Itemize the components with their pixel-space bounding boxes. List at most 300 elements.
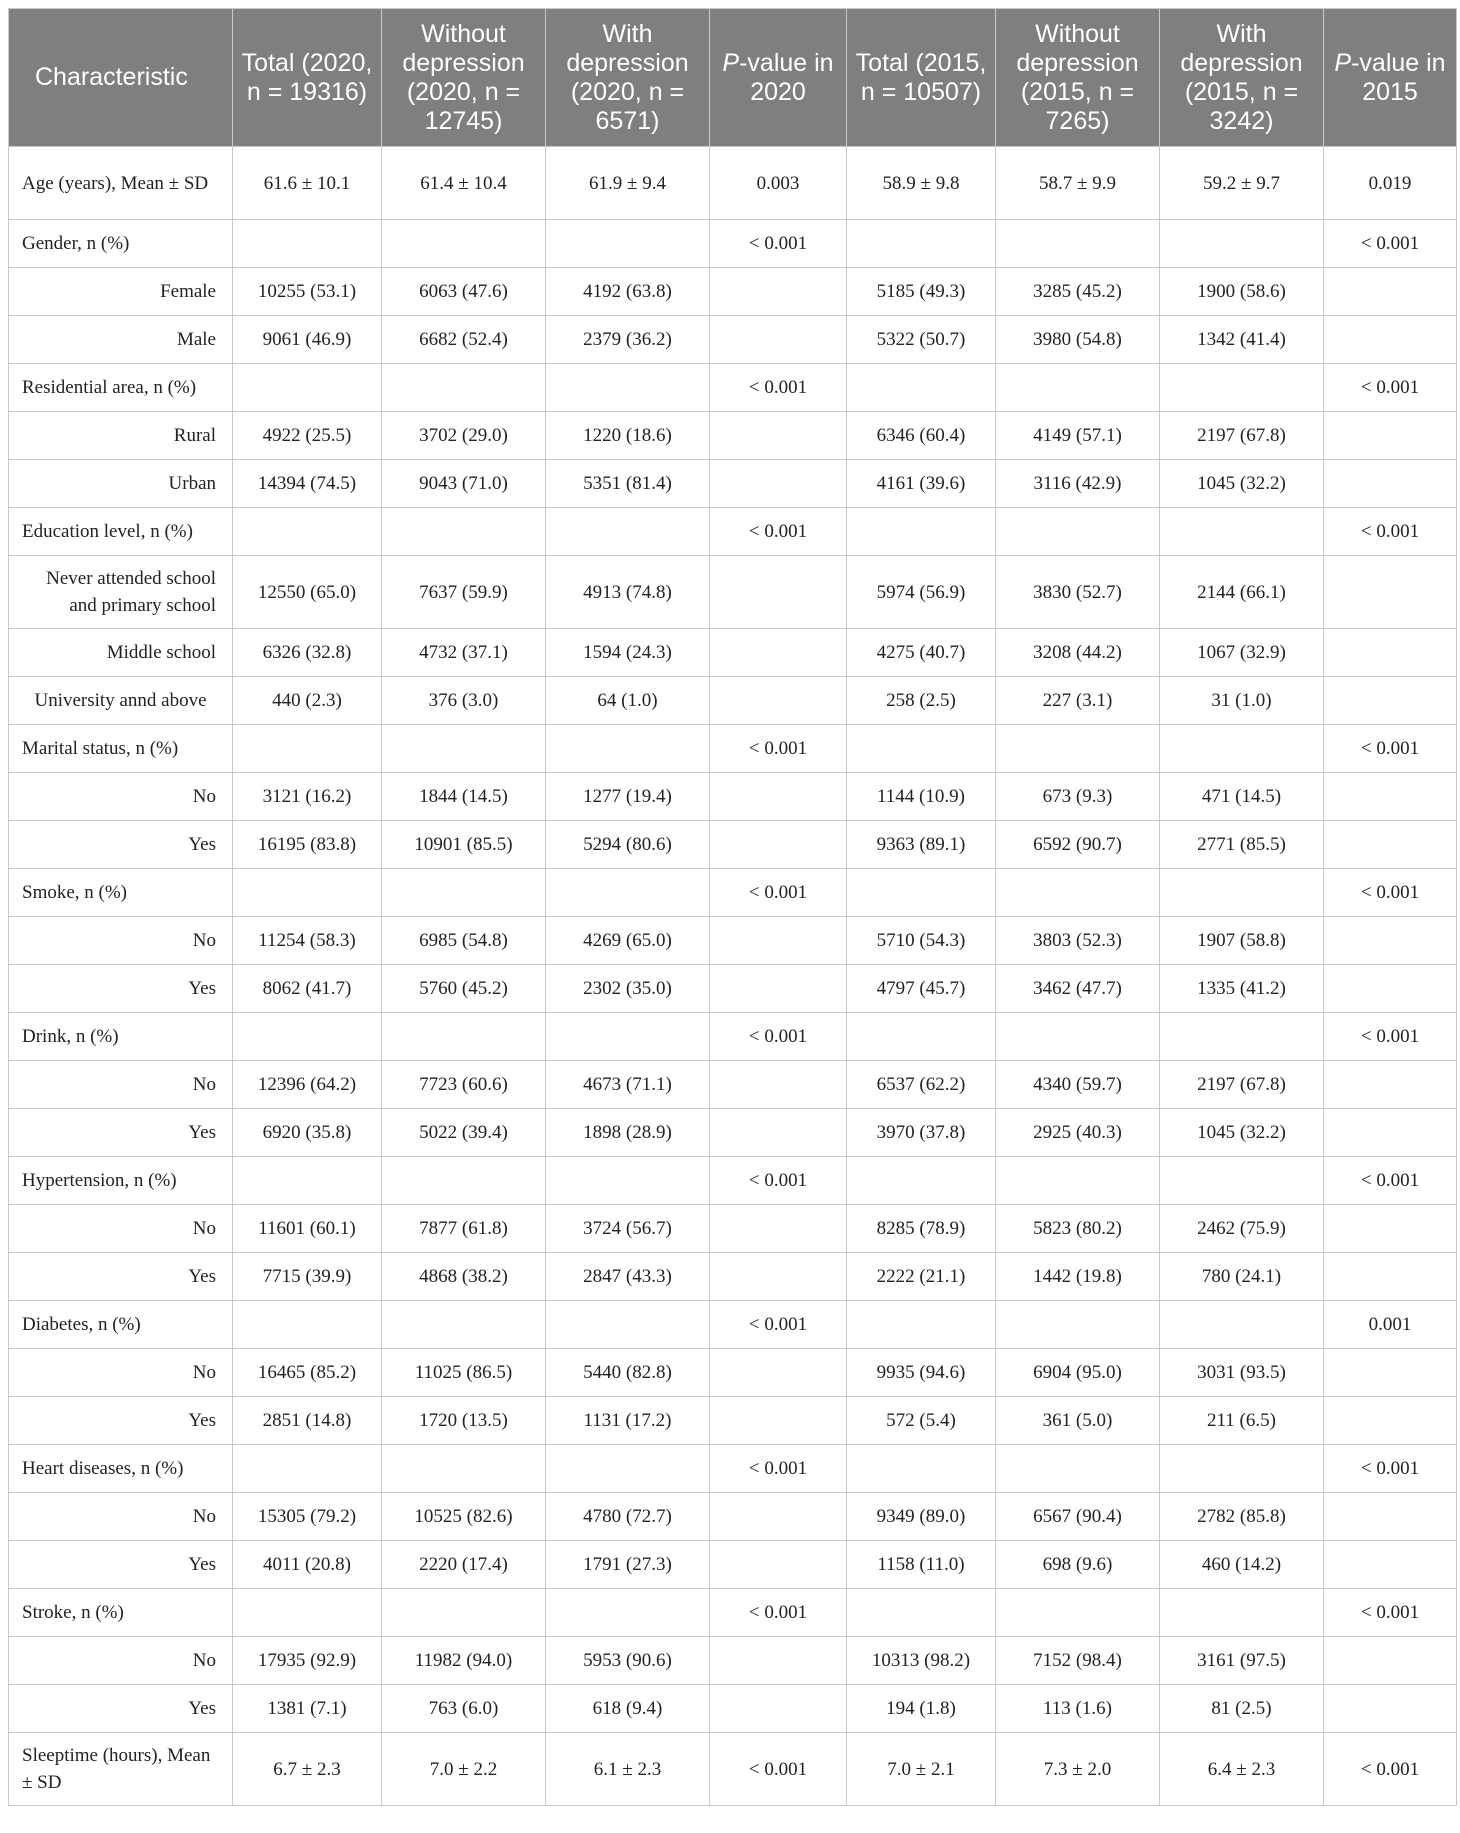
cell-with-depression-2020: 64 (1.0) [546, 677, 710, 725]
cell-with-depression-2015 [1160, 508, 1324, 556]
cell-with-depression-2015: 780 (24.1) [1160, 1253, 1324, 1301]
subcategory-label: No [9, 1493, 233, 1541]
cell-total-2020: 4011 (20.8) [233, 1541, 382, 1589]
table-row [9, 629, 1457, 677]
cell-total-2020: 16465 (85.2) [233, 1349, 382, 1397]
cell-without-depression-2020: 4868 (38.2) [382, 1253, 546, 1301]
category-label: Age (years), Mean ± SD [9, 147, 233, 220]
cell-with-depression-2020: 1220 (18.6) [546, 412, 710, 460]
cell-total-2020: 6.7 ± 2.3 [233, 1733, 382, 1806]
cell-without-depression-2020 [382, 1013, 546, 1061]
table-row [9, 1541, 1457, 1589]
cell-total-2015 [847, 725, 996, 773]
cell-total-2015: 258 (2.5) [847, 677, 996, 725]
cell-without-depression-2015: 673 (9.3) [996, 773, 1160, 821]
table-row [9, 1589, 1457, 1637]
cell-pvalue-2020 [710, 316, 847, 364]
characteristics-table [8, 8, 1457, 1806]
cell-with-depression-2015: 1900 (58.6) [1160, 268, 1324, 316]
table-body [9, 147, 1457, 1806]
cell-without-depression-2020: 5022 (39.4) [382, 1109, 546, 1157]
cell-pvalue-2020 [710, 1541, 847, 1589]
cell-pvalue-2015 [1324, 1541, 1457, 1589]
cell-with-depression-2020 [546, 364, 710, 412]
cell-pvalue-2020 [710, 1349, 847, 1397]
cell-with-depression-2020: 2302 (35.0) [546, 965, 710, 1013]
cell-pvalue-2020: < 0.001 [710, 725, 847, 773]
subcategory-label: Middle school [9, 629, 233, 677]
cell-total-2020: 11601 (60.1) [233, 1205, 382, 1253]
cell-with-depression-2015: 3031 (93.5) [1160, 1349, 1324, 1397]
cell-with-depression-2020: 1131 (17.2) [546, 1397, 710, 1445]
cell-total-2020 [233, 725, 382, 773]
cell-pvalue-2020: 0.003 [710, 147, 847, 220]
cell-without-depression-2015 [996, 1013, 1160, 1061]
cell-without-depression-2020 [382, 508, 546, 556]
cell-pvalue-2020: < 0.001 [710, 220, 847, 268]
cell-with-depression-2020: 5351 (81.4) [546, 460, 710, 508]
cell-without-depression-2020 [382, 869, 546, 917]
header-row [9, 9, 1457, 147]
cell-without-depression-2015: 3980 (54.8) [996, 316, 1160, 364]
cell-without-depression-2015: 3116 (42.9) [996, 460, 1160, 508]
cell-without-depression-2020: 6985 (54.8) [382, 917, 546, 965]
table-row [9, 460, 1457, 508]
cell-without-depression-2015: 2925 (40.3) [996, 1109, 1160, 1157]
table-row [9, 556, 1457, 629]
cell-total-2020: 8062 (41.7) [233, 965, 382, 1013]
cell-pvalue-2015 [1324, 316, 1457, 364]
cell-pvalue-2015 [1324, 1637, 1457, 1685]
cell-pvalue-2020: < 0.001 [710, 1157, 847, 1205]
cell-pvalue-2020: < 0.001 [710, 364, 847, 412]
table-container [8, 8, 1456, 1806]
cell-without-depression-2015: 6904 (95.0) [996, 1349, 1160, 1397]
cell-pvalue-2015 [1324, 460, 1457, 508]
cell-total-2015 [847, 1013, 996, 1061]
cell-with-depression-2015: 2197 (67.8) [1160, 412, 1324, 460]
table-row [9, 1397, 1457, 1445]
cell-without-depression-2015: 3830 (52.7) [996, 556, 1160, 629]
cell-total-2015: 5710 (54.3) [847, 917, 996, 965]
cell-with-depression-2020 [546, 508, 710, 556]
cell-without-depression-2015: 4340 (59.7) [996, 1061, 1160, 1109]
table-row [9, 268, 1457, 316]
cell-with-depression-2015: 1045 (32.2) [1160, 1109, 1324, 1157]
subcategory-label: Yes [9, 1685, 233, 1733]
subcategory-label: Yes [9, 965, 233, 1013]
table-row [9, 412, 1457, 460]
cell-pvalue-2020 [710, 1397, 847, 1445]
cell-with-depression-2015: 6.4 ± 2.3 [1160, 1733, 1324, 1806]
cell-without-depression-2020: 6682 (52.4) [382, 316, 546, 364]
cell-total-2015: 4275 (40.7) [847, 629, 996, 677]
cell-with-depression-2015 [1160, 1445, 1324, 1493]
cell-pvalue-2015: < 0.001 [1324, 508, 1457, 556]
cell-total-2020: 17935 (92.9) [233, 1637, 382, 1685]
cell-with-depression-2015: 2197 (67.8) [1160, 1061, 1324, 1109]
cell-with-depression-2015: 1907 (58.8) [1160, 917, 1324, 965]
subcategory-label: No [9, 1637, 233, 1685]
cell-without-depression-2015 [996, 725, 1160, 773]
cell-with-depression-2020 [546, 869, 710, 917]
cell-without-depression-2020 [382, 1589, 546, 1637]
cell-with-depression-2015: 1067 (32.9) [1160, 629, 1324, 677]
subcategory-label: No [9, 917, 233, 965]
cell-pvalue-2020 [710, 821, 847, 869]
cell-without-depression-2020: 4732 (37.1) [382, 629, 546, 677]
cell-with-depression-2015: 1335 (41.2) [1160, 965, 1324, 1013]
category-label: Drink, n (%) [9, 1013, 233, 1061]
cell-total-2015: 5974 (56.9) [847, 556, 996, 629]
table-row [9, 147, 1457, 220]
cell-without-depression-2015: 113 (1.6) [996, 1685, 1160, 1733]
cell-pvalue-2020 [710, 268, 847, 316]
category-label: Hypertension, n (%) [9, 1157, 233, 1205]
cell-total-2020: 6920 (35.8) [233, 1109, 382, 1157]
cell-without-depression-2020: 11982 (94.0) [382, 1637, 546, 1685]
cell-pvalue-2015 [1324, 629, 1457, 677]
header-p-italic: P [1334, 48, 1352, 77]
cell-pvalue-2015: < 0.001 [1324, 1157, 1457, 1205]
cell-total-2015: 2222 (21.1) [847, 1253, 996, 1301]
cell-without-depression-2020: 6063 (47.6) [382, 268, 546, 316]
header-pvalue-2015 [1324, 9, 1457, 147]
cell-without-depression-2020: 3702 (29.0) [382, 412, 546, 460]
cell-pvalue-2015: < 0.001 [1324, 364, 1457, 412]
cell-with-depression-2015 [1160, 1589, 1324, 1637]
cell-with-depression-2015 [1160, 1301, 1324, 1349]
cell-with-depression-2015: 460 (14.2) [1160, 1541, 1324, 1589]
cell-pvalue-2015 [1324, 821, 1457, 869]
cell-with-depression-2020 [546, 220, 710, 268]
cell-pvalue-2020 [710, 1109, 847, 1157]
table-row [9, 1637, 1457, 1685]
cell-with-depression-2020: 5953 (90.6) [546, 1637, 710, 1685]
cell-without-depression-2015 [996, 220, 1160, 268]
cell-pvalue-2015 [1324, 1061, 1457, 1109]
cell-without-depression-2020: 2220 (17.4) [382, 1541, 546, 1589]
cell-total-2020: 14394 (74.5) [233, 460, 382, 508]
subcategory-label: Never attended school and primary school [9, 556, 233, 629]
cell-total-2015: 5185 (49.3) [847, 268, 996, 316]
subcategory-label: No [9, 1349, 233, 1397]
cell-total-2015 [847, 1589, 996, 1637]
subcategory-label: No [9, 773, 233, 821]
cell-total-2020: 2851 (14.8) [233, 1397, 382, 1445]
cell-without-depression-2015 [996, 364, 1160, 412]
cell-without-depression-2020 [382, 725, 546, 773]
cell-with-depression-2020: 1277 (19.4) [546, 773, 710, 821]
cell-pvalue-2020: < 0.001 [710, 1733, 847, 1806]
cell-with-depression-2015: 471 (14.5) [1160, 773, 1324, 821]
cell-without-depression-2020: 7877 (61.8) [382, 1205, 546, 1253]
table-row [9, 1253, 1457, 1301]
category-label: Heart diseases, n (%) [9, 1445, 233, 1493]
cell-pvalue-2015 [1324, 917, 1457, 965]
category-label: Smoke, n (%) [9, 869, 233, 917]
cell-total-2015: 9363 (89.1) [847, 821, 996, 869]
category-label: Stroke, n (%) [9, 1589, 233, 1637]
category-label: Marital status, n (%) [9, 725, 233, 773]
cell-pvalue-2020 [710, 629, 847, 677]
table-row [9, 917, 1457, 965]
header-p-rest: -value in 2015 [1351, 48, 1446, 106]
cell-with-depression-2015: 59.2 ± 9.7 [1160, 147, 1324, 220]
table-row [9, 965, 1457, 1013]
header-with-depression-2020: With depression (2020, n = 6571) [546, 9, 710, 147]
cell-with-depression-2015: 3161 (97.5) [1160, 1637, 1324, 1685]
cell-with-depression-2020: 61.9 ± 9.4 [546, 147, 710, 220]
cell-total-2015 [847, 508, 996, 556]
table-row [9, 1349, 1457, 1397]
table-row [9, 1733, 1457, 1806]
table-row [9, 508, 1457, 556]
header-p-rest: -value in 2020 [739, 48, 834, 106]
cell-total-2020: 12550 (65.0) [233, 556, 382, 629]
cell-pvalue-2020 [710, 1061, 847, 1109]
cell-pvalue-2020 [710, 412, 847, 460]
header-without-depression-2015: Without depression (2015, n = 7265) [996, 9, 1160, 147]
cell-pvalue-2020 [710, 917, 847, 965]
cell-total-2020 [233, 869, 382, 917]
cell-without-depression-2015: 3208 (44.2) [996, 629, 1160, 677]
cell-with-depression-2015 [1160, 1013, 1324, 1061]
cell-without-depression-2020: 9043 (71.0) [382, 460, 546, 508]
cell-pvalue-2015 [1324, 1109, 1457, 1157]
subcategory-label: Yes [9, 1397, 233, 1445]
cell-total-2020 [233, 220, 382, 268]
cell-pvalue-2015 [1324, 677, 1457, 725]
cell-with-depression-2020: 1898 (28.9) [546, 1109, 710, 1157]
cell-total-2015: 8285 (78.9) [847, 1205, 996, 1253]
table-row [9, 869, 1457, 917]
cell-without-depression-2015 [996, 1157, 1160, 1205]
cell-without-depression-2020: 7723 (60.6) [382, 1061, 546, 1109]
cell-pvalue-2015: < 0.001 [1324, 869, 1457, 917]
subcategory-label: Urban [9, 460, 233, 508]
subcategory-label: Yes [9, 1541, 233, 1589]
cell-pvalue-2020: < 0.001 [710, 1589, 847, 1637]
cell-pvalue-2015 [1324, 1685, 1457, 1733]
cell-pvalue-2015 [1324, 773, 1457, 821]
header-characteristic: Characteristic [9, 9, 233, 147]
cell-total-2015: 7.0 ± 2.1 [847, 1733, 996, 1806]
cell-total-2020: 9061 (46.9) [233, 316, 382, 364]
category-label: Sleeptime (hours), Mean ± SD [9, 1733, 233, 1806]
cell-total-2015: 6537 (62.2) [847, 1061, 996, 1109]
subcategory-label: Female [9, 268, 233, 316]
table-row [9, 821, 1457, 869]
cell-with-depression-2020 [546, 1445, 710, 1493]
cell-without-depression-2020: 11025 (86.5) [382, 1349, 546, 1397]
cell-without-depression-2015 [996, 869, 1160, 917]
cell-with-depression-2015 [1160, 220, 1324, 268]
cell-total-2015: 10313 (98.2) [847, 1637, 996, 1685]
cell-without-depression-2020: 7637 (59.9) [382, 556, 546, 629]
cell-without-depression-2015: 1442 (19.8) [996, 1253, 1160, 1301]
header-p-italic: P [722, 48, 740, 77]
header-total-2015: Total (2015, n = 10507) [847, 9, 996, 147]
table-row [9, 1445, 1457, 1493]
cell-pvalue-2020: < 0.001 [710, 1301, 847, 1349]
cell-total-2015 [847, 220, 996, 268]
cell-with-depression-2020: 5294 (80.6) [546, 821, 710, 869]
category-label: Gender, n (%) [9, 220, 233, 268]
category-label: Residential area, n (%) [9, 364, 233, 412]
cell-with-depression-2015: 81 (2.5) [1160, 1685, 1324, 1733]
cell-with-depression-2020: 4269 (65.0) [546, 917, 710, 965]
cell-without-depression-2015: 227 (3.1) [996, 677, 1160, 725]
table-row [9, 220, 1457, 268]
cell-total-2015: 1158 (11.0) [847, 1541, 996, 1589]
cell-pvalue-2015: < 0.001 [1324, 725, 1457, 773]
cell-without-depression-2020 [382, 1445, 546, 1493]
cell-total-2020 [233, 1589, 382, 1637]
cell-pvalue-2015 [1324, 1493, 1457, 1541]
cell-without-depression-2020: 1844 (14.5) [382, 773, 546, 821]
cell-without-depression-2020: 5760 (45.2) [382, 965, 546, 1013]
cell-pvalue-2020 [710, 773, 847, 821]
subcategory-label: Yes [9, 821, 233, 869]
cell-total-2015 [847, 364, 996, 412]
subcategory-label: University annd above [9, 677, 233, 725]
cell-without-depression-2015: 4149 (57.1) [996, 412, 1160, 460]
cell-total-2015: 6346 (60.4) [847, 412, 996, 460]
cell-total-2020: 1381 (7.1) [233, 1685, 382, 1733]
cell-total-2020: 16195 (83.8) [233, 821, 382, 869]
cell-with-depression-2015: 31 (1.0) [1160, 677, 1324, 725]
cell-with-depression-2015: 1045 (32.2) [1160, 460, 1324, 508]
table-row [9, 1685, 1457, 1733]
cell-total-2015: 58.9 ± 9.8 [847, 147, 996, 220]
subcategory-label: Male [9, 316, 233, 364]
table-row [9, 1013, 1457, 1061]
cell-pvalue-2020: < 0.001 [710, 1445, 847, 1493]
cell-pvalue-2020 [710, 1493, 847, 1541]
table-row [9, 725, 1457, 773]
subcategory-label: Rural [9, 412, 233, 460]
table-row [9, 1109, 1457, 1157]
cell-with-depression-2015: 2462 (75.9) [1160, 1205, 1324, 1253]
cell-total-2015: 9935 (94.6) [847, 1349, 996, 1397]
cell-with-depression-2020 [546, 1589, 710, 1637]
cell-total-2015: 4161 (39.6) [847, 460, 996, 508]
cell-total-2020 [233, 1301, 382, 1349]
cell-with-depression-2015 [1160, 1157, 1324, 1205]
table-row [9, 364, 1457, 412]
cell-pvalue-2015: < 0.001 [1324, 1445, 1457, 1493]
cell-total-2020: 12396 (64.2) [233, 1061, 382, 1109]
cell-pvalue-2015 [1324, 556, 1457, 629]
cell-without-depression-2020: 10525 (82.6) [382, 1493, 546, 1541]
cell-total-2020: 4922 (25.5) [233, 412, 382, 460]
cell-with-depression-2020: 618 (9.4) [546, 1685, 710, 1733]
cell-pvalue-2015 [1324, 965, 1457, 1013]
cell-total-2020: 3121 (16.2) [233, 773, 382, 821]
cell-total-2020: 10255 (53.1) [233, 268, 382, 316]
cell-total-2015: 5322 (50.7) [847, 316, 996, 364]
table-row [9, 1157, 1457, 1205]
cell-total-2020 [233, 1445, 382, 1493]
cell-pvalue-2020 [710, 556, 847, 629]
cell-total-2020: 11254 (58.3) [233, 917, 382, 965]
cell-total-2015: 1144 (10.9) [847, 773, 996, 821]
cell-with-depression-2015: 2144 (66.1) [1160, 556, 1324, 629]
cell-pvalue-2020 [710, 1637, 847, 1685]
cell-pvalue-2020 [710, 1205, 847, 1253]
cell-without-depression-2015: 361 (5.0) [996, 1397, 1160, 1445]
cell-without-depression-2020: 61.4 ± 10.4 [382, 147, 546, 220]
cell-pvalue-2020 [710, 1685, 847, 1733]
category-label: Diabetes, n (%) [9, 1301, 233, 1349]
cell-with-depression-2020 [546, 1301, 710, 1349]
cell-total-2015 [847, 1301, 996, 1349]
cell-pvalue-2020 [710, 460, 847, 508]
cell-with-depression-2015 [1160, 364, 1324, 412]
cell-pvalue-2015 [1324, 1205, 1457, 1253]
cell-pvalue-2015 [1324, 412, 1457, 460]
cell-total-2020 [233, 508, 382, 556]
cell-pvalue-2015 [1324, 268, 1457, 316]
cell-with-depression-2015 [1160, 725, 1324, 773]
subcategory-label: No [9, 1205, 233, 1253]
cell-total-2015 [847, 869, 996, 917]
cell-pvalue-2020: < 0.001 [710, 1013, 847, 1061]
table-row [9, 1493, 1457, 1541]
cell-with-depression-2015: 211 (6.5) [1160, 1397, 1324, 1445]
subcategory-label: Yes [9, 1109, 233, 1157]
subcategory-label: Yes [9, 1253, 233, 1301]
cell-pvalue-2020: < 0.001 [710, 508, 847, 556]
table-row [9, 316, 1457, 364]
cell-total-2020 [233, 1013, 382, 1061]
cell-total-2020: 6326 (32.8) [233, 629, 382, 677]
header-with-depression-2015: With depression (2015, n = 3242) [1160, 9, 1324, 147]
cell-without-depression-2015: 7152 (98.4) [996, 1637, 1160, 1685]
cell-total-2015: 3970 (37.8) [847, 1109, 996, 1157]
cell-total-2020 [233, 1157, 382, 1205]
cell-without-depression-2020: 7.0 ± 2.2 [382, 1733, 546, 1806]
cell-without-depression-2015: 6592 (90.7) [996, 821, 1160, 869]
table-row [9, 677, 1457, 725]
cell-without-depression-2020: 10901 (85.5) [382, 821, 546, 869]
cell-total-2015: 572 (5.4) [847, 1397, 996, 1445]
cell-with-depression-2020: 1791 (27.3) [546, 1541, 710, 1589]
cell-total-2020: 440 (2.3) [233, 677, 382, 725]
cell-pvalue-2015 [1324, 1397, 1457, 1445]
cell-with-depression-2020: 1594 (24.3) [546, 629, 710, 677]
cell-without-depression-2015 [996, 508, 1160, 556]
cell-without-depression-2015: 6567 (90.4) [996, 1493, 1160, 1541]
cell-with-depression-2020: 4192 (63.8) [546, 268, 710, 316]
cell-pvalue-2015: 0.019 [1324, 147, 1457, 220]
cell-with-depression-2015: 2771 (85.5) [1160, 821, 1324, 869]
table-row [9, 1301, 1457, 1349]
cell-without-depression-2020 [382, 1301, 546, 1349]
subcategory-label: No [9, 1061, 233, 1109]
cell-without-depression-2015: 5823 (80.2) [996, 1205, 1160, 1253]
category-label: Education level, n (%) [9, 508, 233, 556]
cell-pvalue-2020 [710, 1253, 847, 1301]
cell-without-depression-2015: 698 (9.6) [996, 1541, 1160, 1589]
header-total-2020: Total (2020, n = 19316) [233, 9, 382, 147]
table-row [9, 773, 1457, 821]
cell-with-depression-2020: 2847 (43.3) [546, 1253, 710, 1301]
table-row [9, 1061, 1457, 1109]
cell-pvalue-2020: < 0.001 [710, 869, 847, 917]
cell-without-depression-2020 [382, 364, 546, 412]
